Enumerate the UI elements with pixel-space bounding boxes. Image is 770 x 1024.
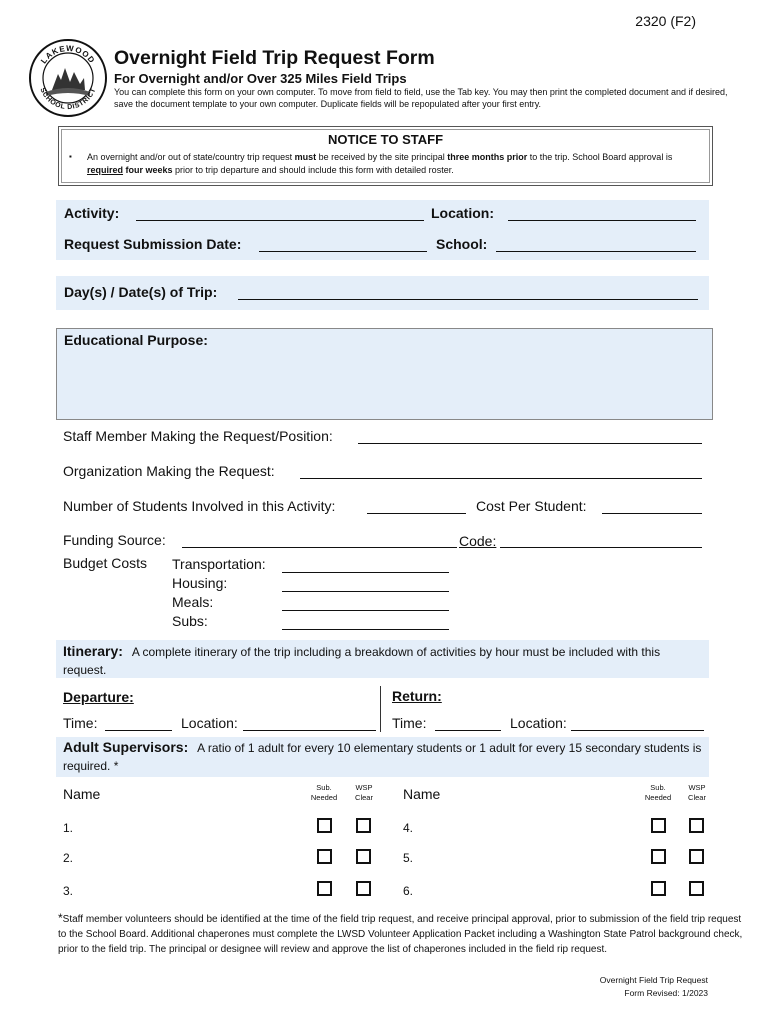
form-number: 2320 (F2) — [635, 13, 696, 29]
form-subtitle: For Overnight and/or Over 325 Miles Field Trips — [114, 71, 407, 86]
housing-label: Housing: — [172, 575, 228, 591]
activity-section — [56, 200, 709, 260]
transportation-label: Transportation: — [172, 556, 266, 572]
supervisor-row-4: 4. — [403, 821, 414, 835]
location-input[interactable] — [508, 206, 696, 221]
organization-label: Organization Making the Request: — [63, 463, 275, 479]
svg-text:LAKEWOOD: LAKEWOOD — [39, 43, 97, 66]
sub-needed-header-right: Sub. Needed — [644, 783, 672, 802]
request-date-input[interactable] — [259, 237, 427, 252]
wsp-clear-checkbox-5[interactable] — [689, 849, 704, 864]
footer-revised: Form Revised: 1/2023 — [624, 988, 708, 998]
itinerary-text: Itinerary: A complete itinerary of the trip including a breakdown of activities by hour must be included with this request. — [63, 643, 661, 677]
notice-text: An overnight and/or out of state/country trip request must be received by the site principal three months prior to the trip. School Board approval is required four weeks prior to trip departure and should include this form with detailed roster. — [87, 152, 673, 175]
funding-source-input[interactable] — [182, 533, 457, 548]
notice-box — [58, 126, 713, 186]
sub-needed-header-left: Sub. Needed — [310, 783, 338, 802]
location-label: Location: — [431, 205, 494, 221]
supervisor-row-1: 1. — [63, 821, 74, 835]
budget-costs-label: Budget Costs — [63, 555, 148, 571]
school-label: School: — [436, 236, 488, 252]
code-label: Code: — [459, 533, 497, 549]
sub-needed-checkbox-2[interactable] — [317, 849, 332, 864]
travel-divider — [380, 686, 381, 732]
form-title: Overnight Field Trip Request Form — [114, 47, 435, 69]
sub-needed-checkbox-5[interactable] — [651, 849, 666, 864]
transportation-input[interactable] — [282, 558, 449, 573]
footer-form-name: Overnight Field Trip Request — [599, 975, 708, 985]
return-time-label: Time: — [392, 715, 427, 731]
supervisors-text: Adult Supervisors: A ratio of 1 adult for every 10 elementary students or 1 adult for every 15 secondary students is required. * — [63, 739, 702, 773]
educational-purpose-box[interactable] — [56, 328, 713, 420]
name-header-left: Name — [63, 786, 101, 802]
staff-member-label: Staff Member Making the Request/Position: — [63, 428, 333, 444]
activity-label: Activity: — [64, 205, 120, 221]
itinerary-section — [56, 640, 709, 678]
staff-member-input[interactable] — [358, 429, 702, 444]
return-label: Return: — [392, 688, 442, 704]
wsp-clear-checkbox-2[interactable] — [356, 849, 371, 864]
supervisors-section — [56, 737, 709, 777]
num-students-input[interactable] — [367, 499, 466, 514]
wsp-clear-checkbox-6[interactable] — [689, 881, 704, 896]
request-date-label: Request Submission Date: — [64, 236, 242, 252]
educational-purpose-label: Educational Purpose: — [64, 332, 208, 348]
sub-needed-checkbox-4[interactable] — [651, 818, 666, 833]
school-input[interactable] — [496, 237, 696, 252]
sub-needed-checkbox-3[interactable] — [317, 881, 332, 896]
return-time-input[interactable] — [435, 716, 501, 731]
wsp-clear-header-left: WSP Clear — [355, 783, 373, 802]
cost-per-student-label: Cost Per Student: — [476, 498, 587, 514]
meals-input[interactable] — [282, 596, 449, 611]
departure-location-input[interactable] — [243, 716, 376, 731]
svg-text:SCHOOL DISTRICT: SCHOOL DISTRICT — [38, 86, 98, 112]
funding-source-label: Funding Source: — [63, 532, 166, 548]
district-logo — [28, 38, 108, 118]
name-header-right: Name — [403, 786, 441, 802]
trip-dates-input[interactable] — [238, 285, 698, 300]
wsp-clear-checkbox-1[interactable] — [356, 818, 371, 833]
departure-time-input[interactable] — [105, 716, 172, 731]
bullet-icon: ▪ — [69, 152, 72, 161]
subs-input[interactable] — [282, 615, 449, 630]
wsp-clear-checkbox-3[interactable] — [356, 881, 371, 896]
departure-label: Departure: — [63, 689, 134, 705]
trip-dates-label: Day(s) / Date(s) of Trip: — [64, 284, 218, 300]
departure-location-label: Location: — [181, 715, 238, 731]
organization-input[interactable] — [300, 464, 702, 479]
departure-time-label: Time: — [63, 715, 98, 731]
notice-title: NOTICE TO STAFF — [327, 132, 444, 147]
activity-input[interactable] — [136, 206, 424, 221]
trip-dates-section — [56, 276, 709, 310]
supervisor-row-5: 5. — [403, 851, 414, 865]
sub-needed-checkbox-6[interactable] — [651, 881, 666, 896]
wsp-clear-header-right: WSP Clear — [688, 783, 706, 802]
num-students-label: Number of Students Involved in this Activity: — [63, 498, 336, 514]
meals-label: Meals: — [172, 594, 214, 610]
sub-needed-checkbox-1[interactable] — [317, 818, 332, 833]
wsp-clear-checkbox-4[interactable] — [689, 818, 704, 833]
footnote: *Staff member volunteers should be identified at the time of the field trip request, and receive principal approval, prior to submission of the field trip request to the School Board. Additional chaperones must complete the LWSD Volunteer Application Packet including a Washington State Patrol background check, prior to the field trip. The principal or designee will review and approve the list of chaperones included in the field rip request. — [58, 911, 743, 955]
code-input[interactable] — [500, 533, 702, 548]
form-instructions: You can complete this form on your own computer. To move from field to field, use the Tab key. You may then print the completed document and if desired, save the document template to your own computer. Duplicate fields will be repopulated after your first entry. — [114, 87, 728, 109]
supervisor-row-6: 6. — [403, 884, 414, 898]
cost-per-student-input[interactable] — [602, 499, 702, 514]
housing-input[interactable] — [282, 577, 449, 592]
return-location-input[interactable] — [571, 716, 704, 731]
supervisor-row-3: 3. — [63, 884, 74, 898]
subs-label: Subs: — [172, 613, 208, 629]
return-location-label: Location: — [510, 715, 567, 731]
supervisor-row-2: 2. — [63, 851, 74, 865]
